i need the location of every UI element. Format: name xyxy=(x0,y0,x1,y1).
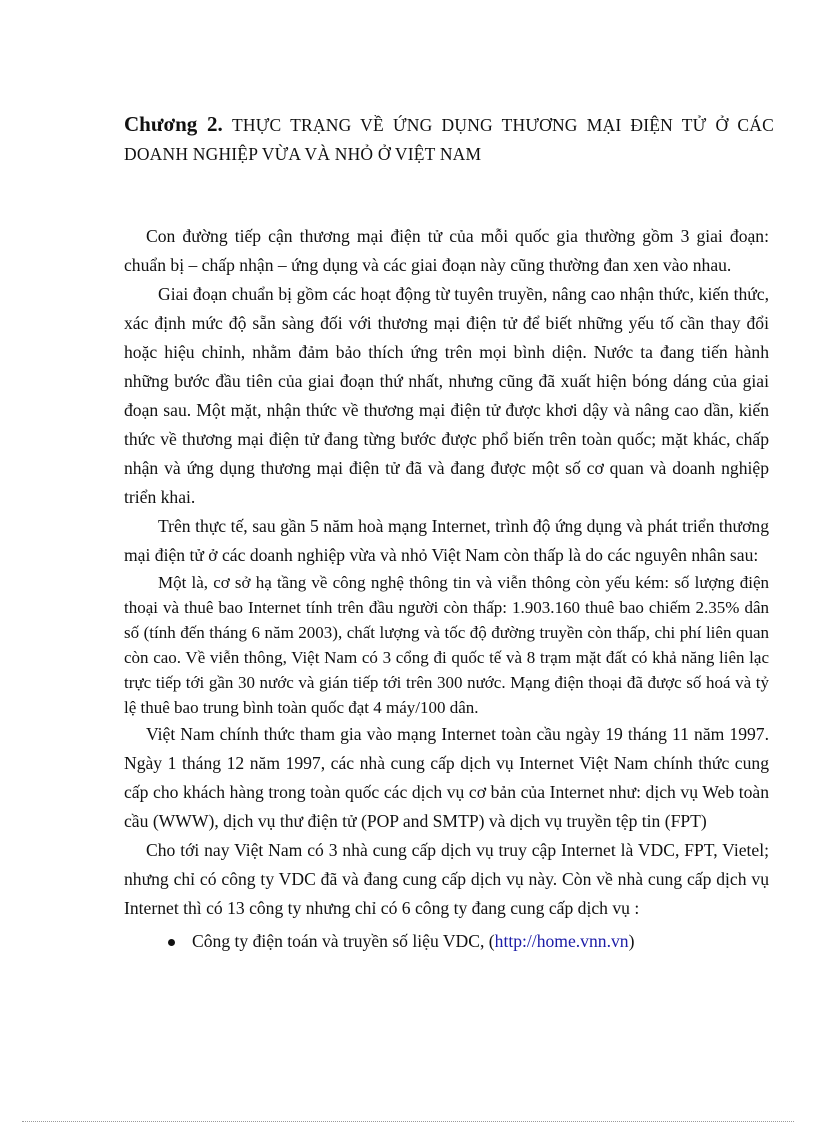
provider-link[interactable]: http://home.vnn.vn xyxy=(494,931,629,951)
paragraph-internet-history: Việt Nam chính thức tham gia vào mạng Internet toàn cầu ngày 19 tháng 11 năm 1997. Ngày 1 tháng 12 năm 1997, các nhà cung cấp dịch vụ Internet Việt Nam chính thức cung cấp cho khách hàng trong toàn quốc các dịch vụ cơ bản của Internet như: dịch vụ Web toàn cầu (WWW), dịch vụ thư điện tử (POP and SMTP) và dịch vụ truyền tệp tin (FPT) xyxy=(124,724,769,831)
provider-suffix: ) xyxy=(628,931,635,951)
page-bottom-divider xyxy=(22,1121,794,1122)
chapter-heading xyxy=(124,110,774,169)
paragraph-current-situation: Trên thực tế, sau gần 5 năm hoà mạng Internet, trình độ ứng dụng và phát triển thương mại điện tử ở các doanh nghiệp vừa và nhỏ Việt Nam còn thấp là do các nguyên nhân sau: xyxy=(124,516,769,565)
provider-list xyxy=(124,927,769,956)
document-body xyxy=(124,222,769,956)
list-item xyxy=(168,927,769,956)
bullet-icon xyxy=(168,939,175,946)
paragraph-infrastructure: Một là, cơ sở hạ tầng về công nghệ thông tin và viễn thông còn yếu kém: số lượng điện thoại và thuê bao Internet tính trên đầu người còn thấp: 1.903.160 thuê bao chiếm 2.35% dân số (tính đến tháng 6 năm 2003), chất lượng và tốc độ đường truyền còn thấp, chi phí liên quan còn cao. Về viễn thông, Việt Nam có 3 cổng đi quốc tế và 8 trạm mặt đất có khả năng liên lạc trực tiếp tới gần 30 nước và gián tiếp tới trên 300 nước. Mạng điện thoại đã được số hoá và tỷ lệ thuê bao trung bình toàn quốc đạt 4 máy/100 dân. xyxy=(124,573,769,717)
chapter-number: Chương 2. xyxy=(124,112,223,136)
paragraph-providers: Cho tới nay Việt Nam có 3 nhà cung cấp dịch vụ truy cập Internet là VDC, FPT, Vietel; nhưng chỉ có công ty VDC đã và đang cung cấp dịch vụ này. Còn về nhà cung cấp dịch vụ Internet thì có 13 công ty nhưng chỉ có 6 công ty đang cung cấp dịch vụ : xyxy=(124,840,769,918)
paragraph-intro: Con đường tiếp cận thương mại điện tử của mỗi quốc gia thường gồm 3 giai đoạn: chuẩn bị – chấp nhận – ứng dụng và các giai đoạn này cũng thường đan xen vào nhau. xyxy=(124,226,769,275)
chapter-title: THỰC TRẠNG VỀ ỨNG DỤNG THƯƠNG MẠI ĐIỆN TỬ Ở CÁC DOANH NGHIỆP VỪA VÀ NHỎ Ở VIỆT NAM xyxy=(124,115,775,164)
provider-name: Công ty điện toán và truyền số liệu VDC, ( xyxy=(192,931,495,951)
paragraph-preparation-stage: Giai đoạn chuẩn bị gồm các hoạt động từ tuyên truyền, nâng cao nhận thức, kiến thức, xác định mức độ sẵn sàng đối với thương mại điện tử để biết những yếu tố cần thay đổi hoặc hiệu chỉnh, nhằm đảm bảo thích ứng trên mọi bình diện. Nước ta đang tiến hành những bước đầu tiên của giai đoạn thứ nhất, nhưng cũng đã xuất hiện bóng dáng của giai đoạn sau. Một mặt, nhận thức về thương mại điện tử được khơi dậy và nâng cao dần, kiến thức về thương mại điện tử đang từng bước được phổ biến trên toàn quốc; mặt khác, chấp nhận và ứng dụng thương mại điện tử đã và đang được một số cơ quan và doanh nghiệp triển khai. xyxy=(124,284,769,507)
